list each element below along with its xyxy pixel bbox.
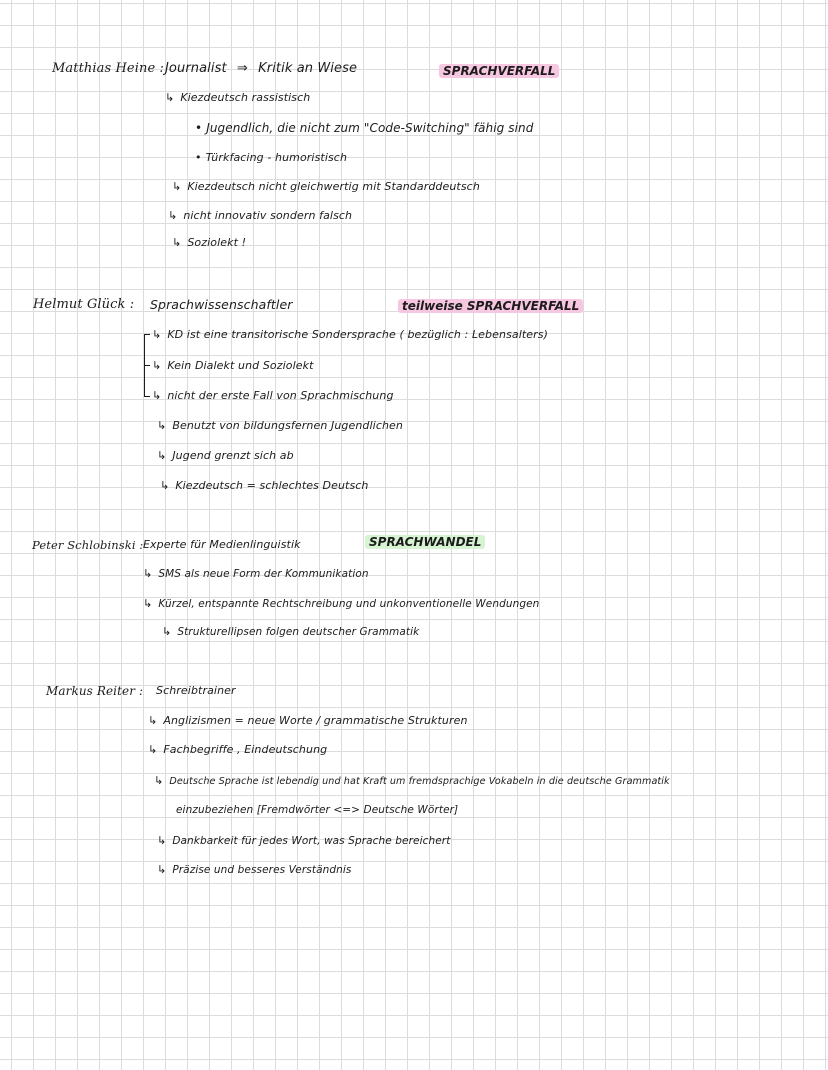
heine-item-2: [195, 120, 533, 136]
glueck-item-text: nicht der erste Fall von Sprachmischung: [167, 389, 394, 402]
reiter-item-text: Anglizismen = neue Worte / grammatische Strukturen: [163, 714, 468, 727]
reiter-item-text: Dankbarkeit für jedes Wort, was Sprache bereichert: [172, 835, 451, 847]
arrow-icon: ↳: [168, 209, 178, 222]
glueck-item-4: [157, 418, 403, 434]
glueck-role: Sprachwissenschaftler: [150, 297, 293, 312]
glueck-item-text: Benutzt von bildungsfernen Jugendlichen: [172, 419, 403, 432]
glueck-item-1: [152, 327, 548, 343]
glueck-item-2: [152, 358, 314, 374]
heine-item-1: [165, 90, 310, 106]
arrow-icon: ↳: [157, 419, 167, 432]
arrow-icon: ↳: [172, 236, 182, 249]
glueck-item-text: Jugend grenzt sich ab: [172, 449, 294, 462]
arrow-icon: ↳: [162, 625, 172, 638]
arrow-icon: ↳: [143, 567, 153, 580]
schlobinski-item-1: [143, 566, 369, 582]
glueck-item-text: KD ist eine transitorische Sondersprache ( bezüglich : Lebensalters): [167, 328, 549, 341]
bracket-tick: [144, 334, 150, 335]
schlobinski-verdict-highlight: SPRACHWANDEL: [365, 535, 485, 549]
glueck-verdict-highlight: teilweise SPRACHVERFALL: [398, 299, 583, 313]
heine-item-6: [172, 235, 246, 251]
reiter-item-text: Präzise und besseres Verständnis: [172, 864, 352, 876]
heine-item-5: [168, 208, 352, 224]
arrow-icon: ↳: [154, 774, 164, 787]
heine-role-note: Kritik an Wiese: [258, 61, 358, 76]
arrow-icon: ↳: [165, 91, 175, 104]
reiter-item-3: [154, 773, 670, 790]
bullet-icon: •: [195, 121, 203, 135]
heine-role-text: Journalist: [165, 61, 227, 76]
double-arrow-icon: ⇒: [236, 61, 248, 76]
glueck-item-5: [157, 448, 294, 464]
heine-item-text: Kiezdeutsch rassistisch: [180, 91, 311, 104]
bracket-tick: [144, 396, 150, 397]
arrow-icon: ↳: [152, 359, 162, 372]
schlobinski-item-2: [143, 596, 539, 612]
arrow-icon: ↳: [148, 743, 158, 756]
schlobinski-name: Peter Schlobinski :: [32, 538, 144, 552]
heine-verdict-highlight: SPRACHVERFALL: [439, 64, 559, 78]
arrow-icon: ↳: [157, 834, 167, 847]
heine-item-text: Türkfacing - humoristisch: [205, 151, 348, 164]
reiter-role: Schreibtrainer: [156, 684, 236, 697]
arrow-icon: ↳: [148, 714, 158, 727]
heine-item-4: [172, 179, 480, 195]
reiter-item-5: [157, 862, 351, 878]
reiter-item-4: [157, 833, 450, 849]
heine-item-text: nicht innovativ sondern falsch: [183, 209, 353, 222]
schlobinski-item-text: Kürzel, entspannte Rechtschreibung und unkonventionelle Wendungen: [158, 598, 540, 610]
glueck-item-text: Kein Dialekt und Soziolekt: [167, 359, 314, 372]
arrow-icon: ↳: [152, 328, 162, 341]
heine-name: Matthias Heine :: [52, 61, 164, 76]
arrow-icon: ↳: [172, 180, 182, 193]
glueck-item-text: Kiezdeutsch = schlechtes Deutsch: [175, 479, 369, 492]
reiter-item-text: Deutsche Sprache ist lebendig und hat Kraft um fremdsprachige Vokabeln in die deutsche Grammatik: [169, 776, 670, 787]
schlobinski-role: Experte für Medienlinguistik: [143, 538, 301, 551]
arrow-icon: ↳: [157, 863, 167, 876]
bracket-tick: [144, 365, 150, 366]
arrow-icon: ↳: [152, 389, 162, 402]
reiter-item-2: [148, 742, 327, 758]
glueck-item-6: [160, 478, 369, 494]
heine-role: [165, 61, 357, 77]
schlobinski-item-text: Strukturellipsen folgen deutscher Grammatik: [177, 626, 420, 638]
heine-item-text: Jugendlich, die nicht zum "Code-Switching" fähig sind: [206, 121, 534, 135]
arrow-icon: ↳: [160, 479, 170, 492]
reiter-item-text: Fachbegriffe , Eindeutschung: [163, 743, 328, 756]
arrow-icon: ↳: [157, 449, 167, 462]
glueck-item-3: [152, 388, 394, 404]
heine-item-text: Kiezdeutsch nicht gleichwertig mit Standarddeutsch: [187, 180, 480, 193]
heine-item-text: Soziolekt !: [187, 236, 247, 249]
bullet-icon: •: [195, 151, 202, 164]
schlobinski-item-3: [162, 624, 419, 640]
schlobinski-item-text: SMS als neue Form der Kommunikation: [158, 568, 369, 580]
reiter-item-3-continued: einzubeziehen [Fremdwörter <=> Deutsche Wörter]: [176, 804, 459, 816]
glueck-name: Helmut Glück :: [33, 297, 135, 312]
arrow-icon: ↳: [143, 597, 153, 610]
reiter-name: Markus Reiter :: [46, 684, 144, 698]
reiter-item-1: [148, 713, 468, 729]
heine-item-3: [195, 150, 347, 166]
